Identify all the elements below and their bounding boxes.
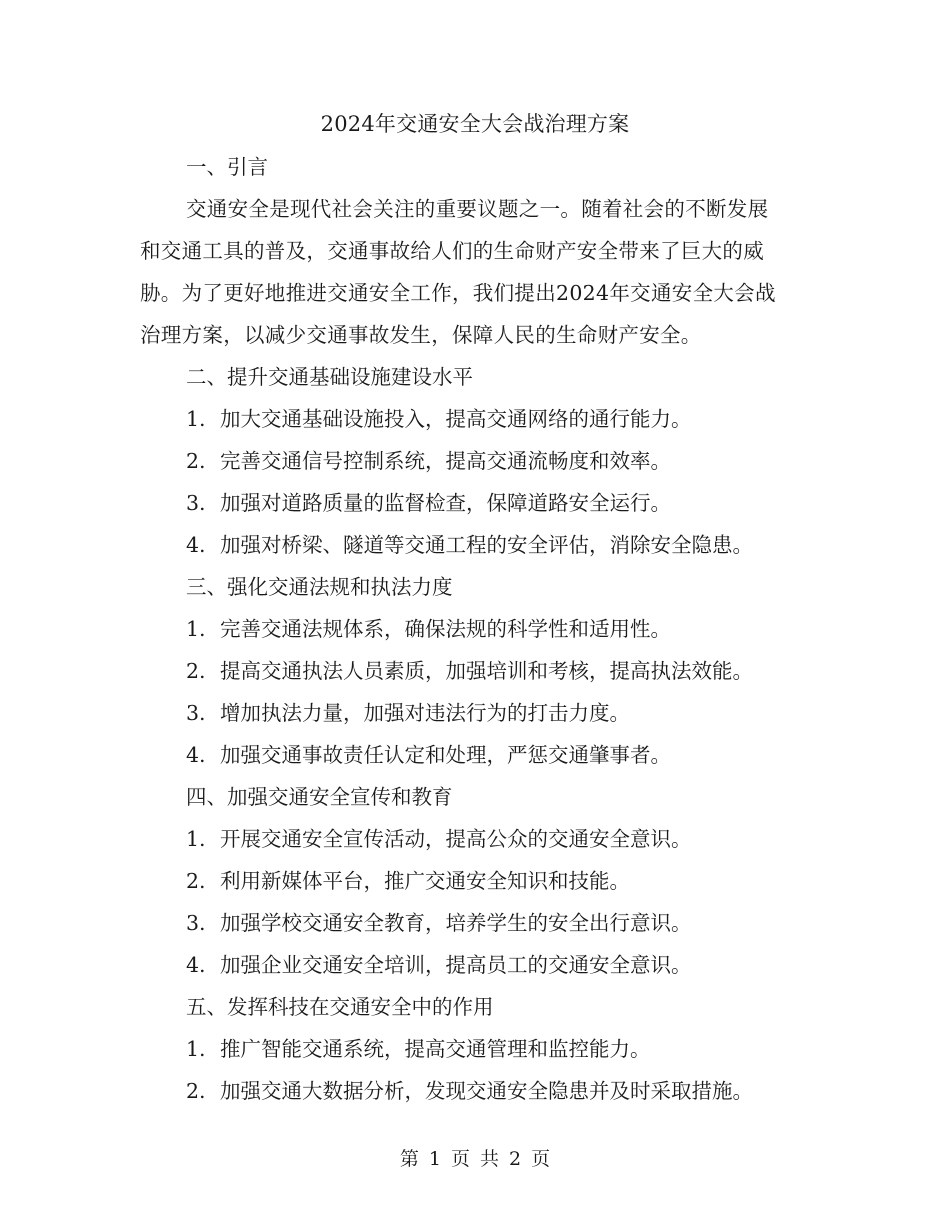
list-item [140,482,820,524]
list-item-number: 1. [186,407,206,431]
list-item-text: 提高交通执法人员素质，加强培训和考核，提高执法效能。 [220,659,753,683]
list-item-number: 2. [186,659,206,683]
document-body [140,146,820,1112]
list-item-text: 加大交通基础设施投入，提高交通网络的通行能力。 [220,407,692,431]
list-item [140,440,820,482]
list-item-text: 利用新媒体平台，推广交通安全知识和技能。 [220,869,630,893]
list-item [140,398,820,440]
section-heading-regulations: 三、强化交通法规和执法力度 [186,575,453,599]
list-item-text: 加强交通大数据分析，发现交通安全隐患并及时采取措施。 [220,1079,753,1103]
list-item-number: 4. [186,953,206,977]
list-item-text: 推广智能交通系统，提高交通管理和监控能力。 [220,1037,651,1061]
list-item-number: 4. [186,743,206,767]
list-item-number: 3. [186,491,206,515]
list-item-text: 加强学校交通安全教育，培养学生的安全出行意识。 [220,911,692,935]
section-heading-infrastructure: 二、提升交通基础设施建设水平 [186,365,473,389]
list-item [140,692,820,734]
section-heading-publicity: 四、加强交通安全宣传和教育 [186,785,453,809]
list-item-number: 4. [186,533,206,557]
list-item [140,608,820,650]
list-item [140,818,820,860]
paragraph-line: 胁。为了更好地推进交通安全工作，我们提出2024年交通安全大会战 [140,281,776,305]
list-item-number: 3. [186,701,206,725]
list-item [140,902,820,944]
paragraph-line: 治理方案，以减少交通事故发生，保障人民的生命财产安全。 [140,323,702,347]
list-item-text: 加强对道路质量的监督检查，保障道路安全运行。 [220,491,671,515]
paragraph-line: 和交通工具的普及，交通事故给人们的生命财产安全带来了巨大的威 [140,239,764,263]
list-item-text: 加强企业交通安全培训，提高员工的交通安全意识。 [220,953,692,977]
list-item [140,524,820,566]
list-item-number: 3. [186,911,206,935]
list-item-text: 完善交通信号控制系统，提高交通流畅度和效率。 [220,449,671,473]
section-heading-technology: 五、发挥科技在交通安全中的作用 [186,995,494,1019]
paragraph-line: 交通安全是现代社会关注的重要议题之一。随着社会的不断发展 [186,197,769,221]
page-number-footer: 第 1 页 共 2 页 [399,1148,551,1170]
list-item-text: 开展交通安全宣传活动，提高公众的交通安全意识。 [220,827,692,851]
list-item [140,944,820,986]
list-item-text: 增加执法力量，加强对违法行为的打击力度。 [220,701,630,725]
list-item-number: 2. [186,449,206,473]
list-item [140,1070,820,1112]
list-item [140,860,820,902]
list-item [140,650,820,692]
list-item-text: 加强交通事故责任认定和处理，严惩交通肇事者。 [220,743,671,767]
list-item-number: 2. [186,1079,206,1103]
document-title: 2024年交通安全大会战治理方案 [320,112,630,136]
section-heading-introduction: 一、引言 [186,155,268,179]
list-item-number: 1. [186,617,206,641]
list-item-number: 1. [186,827,206,851]
list-item [140,1028,820,1070]
list-item-text: 完善交通法规体系，确保法规的科学性和适用性。 [220,617,671,641]
list-item-number: 1. [186,1037,206,1061]
list-item-number: 2. [186,869,206,893]
list-item-text: 加强对桥梁、隧道等交通工程的安全评估，消除安全隐患。 [220,533,753,557]
list-item [140,734,820,776]
